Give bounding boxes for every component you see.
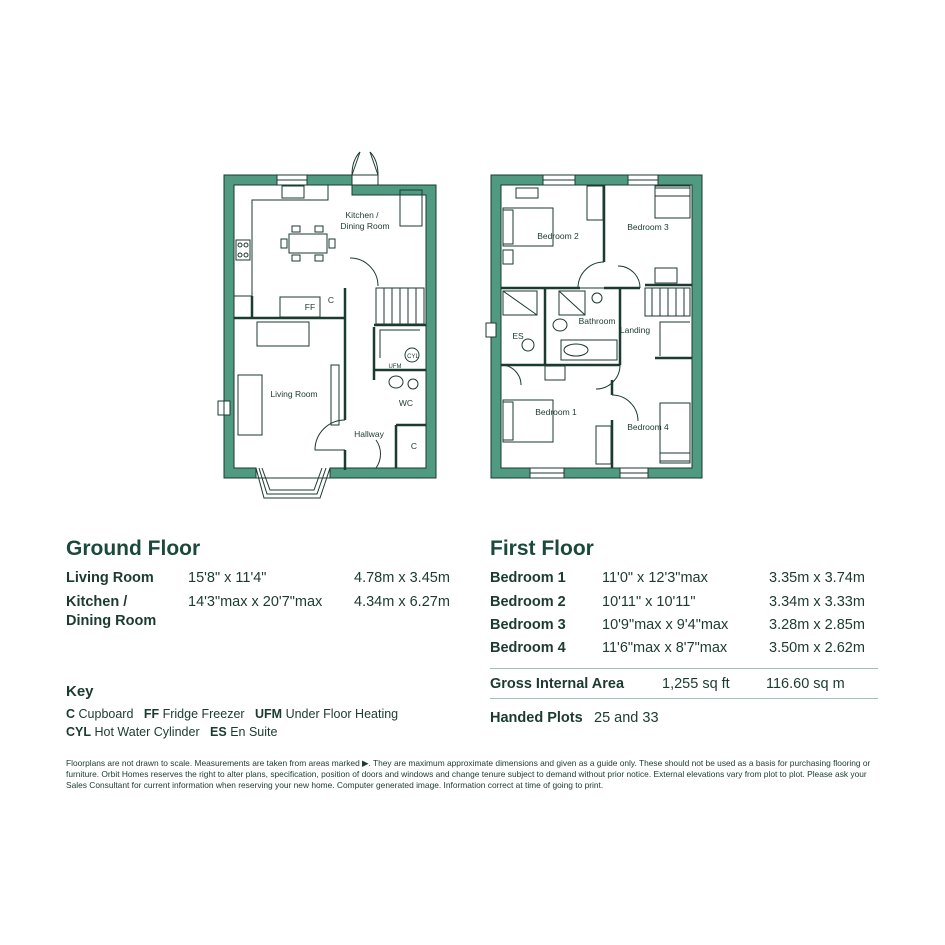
ground-room-row: [66, 570, 466, 590]
room-imperial: 10'11" x 10'11": [602, 594, 696, 610]
first-floor-title: First Floor: [490, 537, 594, 560]
label-bedroom2: Bedroom 2: [537, 231, 579, 241]
room-name: Bedroom 1: [490, 570, 566, 586]
handed-label: Handed Plots: [490, 710, 583, 726]
key-text: Under Floor Heating: [285, 707, 399, 721]
divider-top: [490, 668, 878, 669]
key-abbr: CYL: [66, 725, 91, 739]
bay-window: [256, 468, 330, 498]
room-imperial: 10'9"max x 9'4"max: [602, 617, 729, 633]
first-room-row: [490, 640, 880, 660]
first-room-row: [490, 594, 880, 614]
key-abbr: ES: [210, 725, 227, 739]
ground-internal-walls: [234, 288, 426, 470]
key-text: Cupboard: [78, 707, 134, 721]
gross-sqm: 116.60 sq m: [766, 676, 845, 692]
label-living: Living Room: [270, 389, 318, 399]
room-imperial: 11'6"max x 8'7"max: [602, 640, 728, 656]
label-cupboard-1: C: [327, 295, 335, 305]
gross-sqft: 1,255 sq ft: [662, 676, 730, 692]
label-ufm: UFM: [388, 364, 402, 370]
kitchen-units: [234, 185, 328, 317]
room-metric: 4.34m x 6.27m: [354, 594, 450, 610]
room-metric: 4.78m x 3.45m: [354, 570, 450, 586]
label-wc: WC: [398, 398, 414, 408]
first-stairs: [645, 288, 690, 356]
ground-floor-title: Ground Floor: [66, 537, 201, 560]
label-cupboard-2: C: [410, 441, 418, 451]
key-line-1: [66, 707, 398, 721]
first-floor-plan: [486, 175, 702, 478]
ground-floor-plan: [218, 152, 436, 498]
label-bathroom: Bathroom: [578, 316, 616, 326]
label-hallway: Hallway: [354, 429, 384, 439]
key-text: Fridge Freezer: [162, 707, 245, 721]
label-landing: Landing: [619, 325, 651, 335]
label-bedroom1: Bedroom 1: [535, 407, 577, 417]
room-metric: 3.50m x 2.62m: [769, 640, 865, 656]
gross-label: Gross Internal Area: [490, 676, 625, 692]
ground-room-row: [66, 594, 466, 634]
key-line-2: [66, 725, 277, 739]
french-doors: [352, 152, 378, 185]
key-title: Key: [66, 683, 94, 700]
label-bedroom3: Bedroom 3: [627, 222, 669, 232]
key-abbr: UFM: [255, 707, 283, 721]
first-room-row: [490, 570, 880, 590]
label-kitchen-2: Dining Room: [340, 221, 390, 231]
key-text: En Suite: [230, 725, 278, 739]
label-kitchen-1: Kitchen /: [345, 210, 379, 220]
room-imperial: 11'0" x 12'3"max: [602, 570, 708, 586]
gross-area-row: [490, 676, 880, 696]
room-name: Bedroom 2: [490, 594, 566, 610]
room-metric: 3.28m x 2.85m: [769, 617, 865, 633]
room-name: Living Room: [66, 570, 154, 586]
label-ff: FF: [304, 302, 316, 312]
handed-plots-row: [490, 710, 880, 730]
divider-bottom: [490, 698, 878, 699]
key-abbr: FF: [143, 707, 160, 721]
label-es: ES: [512, 331, 524, 341]
room-name: Bedroom 3: [490, 617, 566, 633]
room-metric: 3.35m x 3.74m: [769, 570, 865, 586]
label-cyl: CYL: [407, 354, 419, 360]
key-abbr: C: [66, 707, 76, 721]
first-room-row: [490, 617, 880, 637]
room-name-line2: Dining Room: [66, 613, 157, 629]
room-metric: 3.34m x 3.33m: [769, 594, 865, 610]
label-bedroom4: Bedroom 4: [627, 422, 669, 432]
room-imperial: 15'8" x 11'4": [188, 570, 267, 586]
room-name-line1: Kitchen /: [66, 594, 128, 610]
handed-value: 25 and 33: [594, 710, 659, 726]
disclaimer-text: Floorplans are not drawn to scale. Measurements are taken from areas marked ▶. They are maximum approximate dimensions and given as a guide only. These should not be used as a basis for purchasing flooring or furniture. Orbit Homes reserves the right to alter plans, specification, position of doors and windows and change tenure subject to demand without prior notice. External elevations vary from plot to plot. Please ask your Sales Consultant for current information when reserving your new home. Computer generated image. Information correct at time of going to print.: [66, 758, 871, 790]
room-name: Bedroom 4: [490, 640, 566, 656]
room-imperial: 14'3"max x 20'7"max: [188, 594, 323, 610]
ground-floor-walls: [224, 175, 436, 478]
dining-table: [281, 226, 335, 261]
living-furniture: [238, 322, 339, 435]
ground-stairs: [376, 288, 424, 358]
key-text: Hot Water Cylinder: [94, 725, 200, 739]
